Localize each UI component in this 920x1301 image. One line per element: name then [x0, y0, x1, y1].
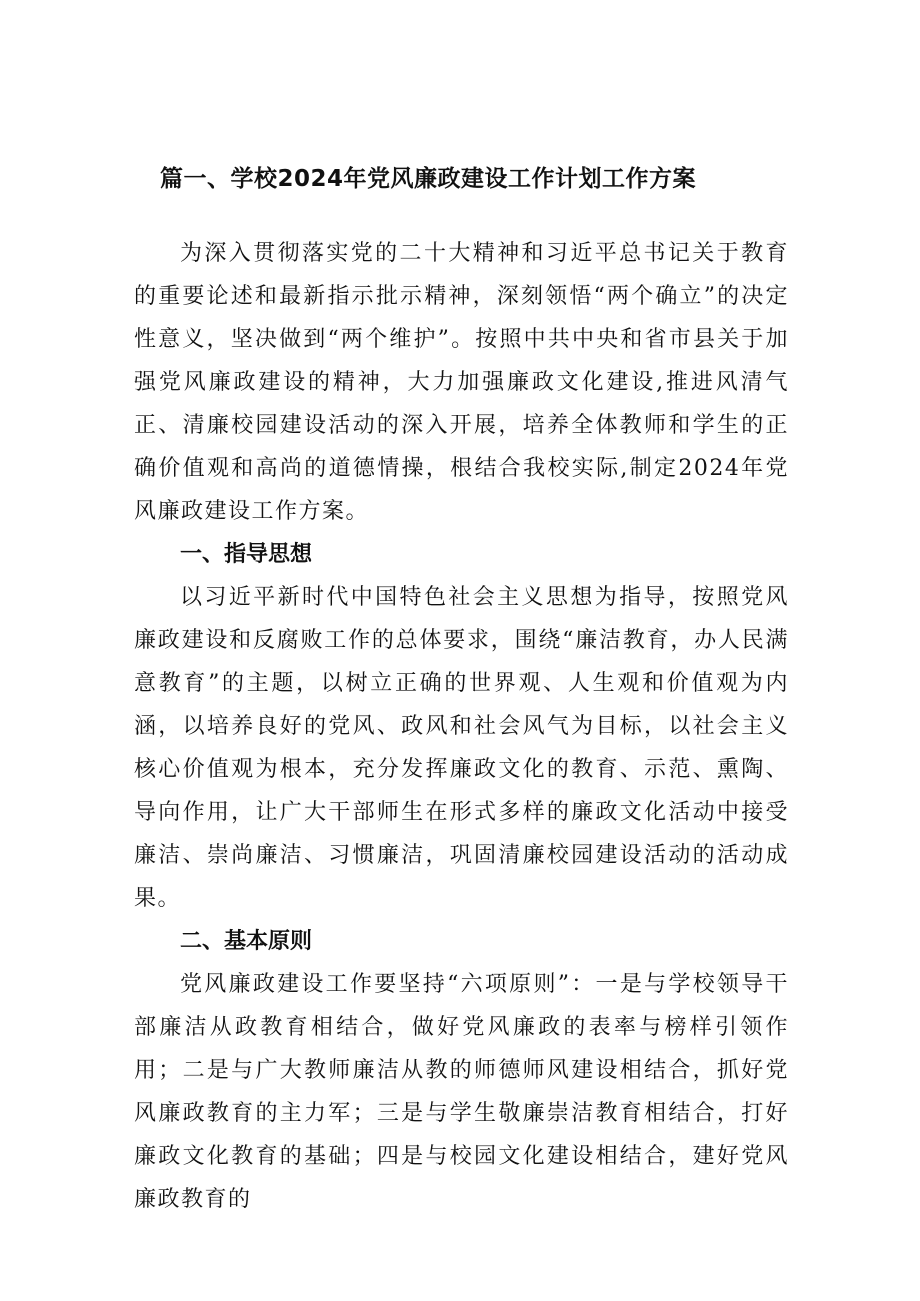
section-heading-guiding-ideology: 一、指导思想	[180, 542, 313, 567]
section-heading-basic-principles: 二、基本原则	[180, 929, 313, 954]
section-paragraph-basic-principles: 党风廉政建设工作要坚持“六项原则”：一是与学校领导干部廉洁从政教育相结合，做好党风廉政的表率与榜样引领作用；二是与广大教师廉洁从教的师德师风建设相结合，抓好党风廉政教育的主力军；三是与学生敬廉崇洁教育相结合，打好廉政文化教育的基础；四是与校园文化建设相结合，建好党风廉政教育的	[134, 972, 789, 1212]
document-title: 篇一、学校2024年党风廉政建设工作计划工作方案	[160, 166, 697, 192]
section-paragraph-guiding-ideology: 以习近平新时代中国特色社会主义思想为指导，按照党风廉政建设和反腐败工作的总体要求，围绕“廉洁教育，办人民满意教育”的主题，以树立正确的世界观、人生观和价值观为内涵，以培养良好的党风、政风和社会风气为目标，以社会主义核心价值观为根本，充分发挥廉政文化的教育、示范、熏陶、导向作用，让广大干部师生在形式多样的廉政文化活动中接受廉洁、崇尚廉洁、习惯廉洁，巩固清廉校园建设活动的活动成果。	[134, 585, 789, 911]
intro-paragraph: 为深入贯彻落实党的二十大精神和习近平总书记关于教育的重要论述和最新指示批示精神，深刻领悟“两个确立”的决定性意义，坚决做到“两个维护”。按照中共中央和省市县关于加强党风廉政建设的精神，大力加强廉政文化建设,推进风清气正、清廉校园建设活动的深入开展，培养全体教师和学生的正确价值观和高尚的道德情操，根结合我校实际,制定2024年党风廉政建设工作方案。	[134, 241, 789, 524]
document-body	[134, 232, 789, 1221]
